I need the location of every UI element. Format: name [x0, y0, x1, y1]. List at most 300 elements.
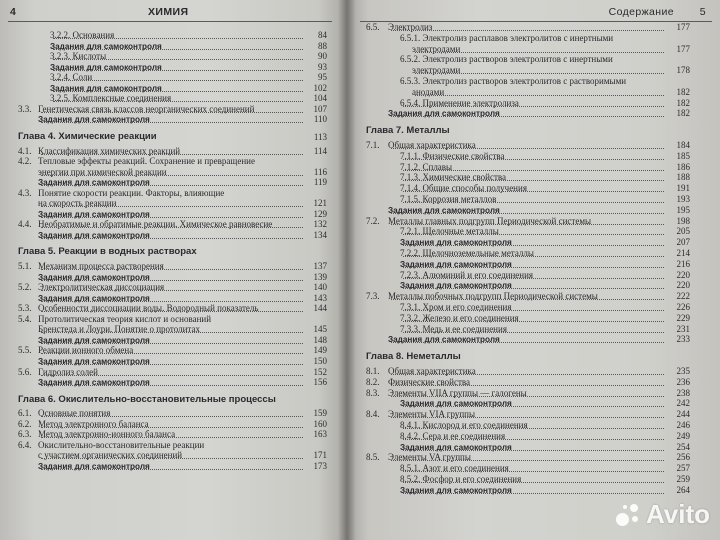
entry-title: энергии при химической реакции — [38, 166, 167, 177]
toc-entry — [366, 302, 690, 313]
dot-leader — [41, 217, 303, 218]
toc-entry — [18, 293, 327, 304]
toc-entry — [18, 303, 327, 314]
dot-leader — [41, 301, 303, 302]
watermark — [614, 499, 710, 530]
page-ref: 198 — [676, 215, 690, 226]
page-ref: 264 — [676, 484, 690, 495]
dot-leader — [391, 213, 664, 214]
dot-leader — [41, 154, 303, 155]
page-ref: 231 — [676, 323, 690, 334]
section-number: 4.3. — [18, 187, 32, 198]
toc-entry — [366, 248, 690, 259]
entry-title: 8.5.2. Фосфор и его соединения — [400, 474, 522, 484]
toc-entry — [18, 408, 327, 419]
entry-title: Генетическая связь классов неорганических соединений — [38, 103, 255, 114]
page-ref: 144 — [313, 303, 327, 314]
entry-title: 3.2.4. Соли — [50, 72, 93, 83]
dot-leader — [53, 101, 303, 102]
entry-title: 3.2.3. Кислоты — [50, 51, 107, 62]
dot-leader — [53, 80, 303, 81]
toc-entry — [18, 104, 327, 115]
dot-leader — [403, 450, 664, 451]
self-check-label: Задания для самоконтроля — [38, 230, 150, 240]
dot-leader — [41, 290, 303, 291]
entry-title: 3.2.5. Комплексные соединения — [50, 93, 172, 104]
entry-title: Метод электронно-ионного баланса — [38, 429, 176, 440]
section-number: 5.1. — [18, 261, 32, 271]
entry-title: с участием органических соединений — [38, 450, 183, 461]
self-check-label: Задания для самоконтроля — [38, 335, 150, 345]
page-ref: 148 — [313, 334, 327, 345]
self-check-label: Задания для самоконтроля — [400, 399, 512, 409]
dot-leader — [391, 224, 664, 225]
entry-title: 8.5.1. Азот и его соединения — [400, 463, 509, 474]
page-ref: 184 — [676, 140, 690, 150]
page-ref: 249 — [676, 430, 690, 441]
self-check-label: Задания для самоконтроля — [400, 259, 512, 269]
dot-leader — [41, 280, 303, 281]
dot-leader — [403, 332, 664, 333]
dot-leader — [391, 30, 664, 31]
dot-leader — [41, 458, 303, 459]
page-ref: 216 — [676, 258, 690, 269]
toc-entry — [366, 420, 690, 431]
toc-entry — [366, 313, 690, 324]
dot-leader — [391, 299, 664, 300]
dot-leader — [403, 278, 664, 279]
page-ref: 182 — [676, 86, 690, 97]
dot-leader — [41, 343, 303, 344]
entry-title: 6.5.3. Электролиз растворов электролитов с растворимыми — [400, 76, 627, 86]
self-check-label: Задания для самоконтроля — [50, 83, 162, 93]
toc-entry — [18, 188, 327, 199]
page-ref: 104 — [313, 93, 327, 104]
toc-entry — [366, 463, 690, 474]
toc-entry — [18, 219, 327, 230]
self-check-label: Задания для самоконтроля — [38, 115, 150, 125]
self-check-label: Задания для самоконтроля — [38, 293, 150, 303]
toc-entry — [18, 335, 327, 346]
toc-entry — [366, 140, 690, 151]
entry-title: Элементы VIIA группы — галогены — [388, 387, 527, 398]
section-number: 5.2. — [18, 282, 32, 293]
section-number: 6.4. — [18, 439, 32, 450]
dot-leader — [403, 267, 664, 268]
dot-leader — [415, 73, 664, 74]
dot-leader — [41, 385, 303, 386]
entry-title: 6.5.1. Электролиз расплавов электролитов с инертными — [400, 32, 614, 43]
toc-entry — [18, 167, 327, 178]
page-ref: 173 — [313, 460, 327, 471]
right-page — [346, 0, 720, 540]
toc-entry — [366, 108, 690, 119]
chapter-title: Глава 5. Реакции в водных растворах — [18, 246, 197, 258]
toc-entry — [366, 259, 690, 270]
page-ref: 207 — [676, 237, 690, 248]
toc-entry — [18, 93, 327, 104]
toc-entry — [366, 33, 690, 44]
entry-title: Физические свойства — [388, 376, 471, 387]
book-gutter — [338, 0, 356, 540]
toc-entry — [366, 291, 690, 302]
dot-leader — [403, 180, 664, 181]
page-ref: 156 — [313, 377, 327, 388]
entry-title: Общая характеристика — [388, 366, 476, 376]
entry-title: электродами — [412, 43, 461, 54]
chapter-title: Глава 7. Металлы — [366, 125, 450, 137]
page-ref: 132 — [313, 219, 327, 230]
toc-entry — [18, 177, 327, 188]
page-ref: 140 — [313, 282, 327, 293]
self-check-label: Задания для самоконтроля — [400, 442, 512, 452]
entry-title: 8.4.2. Сера и ее соединения — [400, 430, 506, 441]
avito-logo-dots-icon — [614, 501, 642, 529]
toc-entry — [366, 377, 690, 388]
page-ref: 152 — [313, 366, 327, 377]
dot-leader — [403, 406, 664, 407]
toc-entry — [366, 409, 690, 420]
section-number: 5.4. — [18, 313, 32, 324]
toc-entry — [18, 282, 327, 293]
page-ref: 242 — [676, 398, 690, 409]
page-ref: 182 — [676, 97, 690, 108]
page-ref: 116 — [313, 166, 327, 177]
section-number: 5.5. — [18, 345, 32, 356]
self-check-label: Задания для самоконтроля — [400, 238, 512, 248]
dot-leader — [403, 428, 664, 429]
dot-leader — [391, 342, 664, 343]
entry-title: Метод электронного баланса — [38, 418, 149, 429]
dot-leader — [53, 38, 303, 39]
entry-title: Элементы VA группы — [388, 452, 471, 463]
entry-title: Электролитическая диссоциация — [38, 282, 165, 293]
dot-leader — [403, 471, 664, 472]
toc-entry — [18, 261, 327, 272]
page-ref: 238 — [676, 387, 690, 398]
page-ref: 191 — [676, 183, 690, 194]
page-number: 5 — [699, 6, 706, 18]
running-head — [366, 6, 714, 22]
page-ref: 214 — [676, 248, 690, 258]
dot-leader — [41, 437, 303, 438]
page-ref: 182 — [676, 108, 690, 119]
self-check-label: Задания для самоконтроля — [388, 109, 500, 119]
section-number: 5.6. — [18, 366, 32, 377]
page-ref: 226 — [676, 302, 690, 312]
toc-entry — [366, 366, 690, 377]
toc-entry — [366, 87, 690, 98]
toc-entry — [366, 183, 690, 194]
entry-title: Металлы главных подгрупп Периодической системы — [388, 215, 592, 226]
dot-leader — [41, 469, 303, 470]
dot-leader — [403, 321, 664, 322]
page-number: 4 — [10, 6, 17, 18]
toc-entry — [18, 272, 327, 283]
running-title: Содержание — [608, 6, 674, 18]
toc-entry — [366, 216, 690, 227]
dot-leader — [403, 106, 664, 107]
toc-entry — [366, 98, 690, 109]
section-number: 7.3. — [366, 291, 380, 302]
toc-entry — [366, 452, 690, 463]
page-ref: 149 — [313, 345, 327, 356]
page-ref: 185 — [676, 150, 690, 161]
self-check-label: Задания для самоконтроля — [388, 335, 500, 345]
entry-title: Элементы VIA группы — [388, 409, 476, 420]
dot-leader — [41, 427, 303, 428]
page-ref: 220 — [676, 280, 690, 291]
page-ref: 256 — [676, 452, 690, 463]
toc-entry — [18, 72, 327, 83]
page-ref: 188 — [676, 172, 690, 183]
entry-title: 6.5.4. Применение электролиза — [400, 97, 519, 108]
page-ref: 244 — [676, 409, 690, 420]
page-ref: 159 — [313, 408, 327, 419]
page-ref: 178 — [676, 65, 690, 76]
toc-entry — [366, 22, 690, 33]
page-ref: 195 — [676, 204, 690, 215]
left-page — [0, 0, 346, 540]
dot-leader — [391, 417, 664, 418]
entry-title: 8.4.1. Кислород и его соединения — [400, 420, 528, 430]
chapter-heading — [366, 351, 690, 363]
page-ref: 137 — [313, 261, 327, 271]
header-rule — [8, 21, 332, 22]
entry-title: Металлы побочных подгрупп Периодической системы — [388, 291, 598, 302]
section-number: 4.1. — [18, 145, 32, 156]
entry-title: на скорость реакции — [38, 198, 117, 209]
entry-title: 7.1.2. Сплавы — [400, 161, 453, 172]
dot-leader — [53, 49, 303, 50]
dot-leader — [53, 70, 303, 71]
entry-title: Окислительно-восстановительные реакции — [38, 439, 205, 450]
chapter-page: 113 — [313, 131, 327, 142]
page-ref: 143 — [313, 292, 327, 303]
dot-leader — [403, 493, 664, 494]
toc-entry — [366, 237, 690, 248]
page-ref: 259 — [676, 474, 690, 484]
section-number: 4.4. — [18, 219, 32, 230]
dot-leader — [53, 59, 303, 60]
entry-title: Реакции ионного обмена — [38, 345, 134, 356]
running-title: ХИМИЯ — [148, 6, 189, 18]
dot-leader — [391, 460, 664, 461]
page-ref: 90 — [318, 51, 327, 62]
self-check-label: Задания для самоконтроля — [38, 461, 150, 471]
dot-leader — [403, 170, 664, 171]
page-ref: 193 — [676, 194, 690, 204]
toc-entry — [18, 429, 327, 440]
entry-title: 7.2.2. Щелочноземельные металлы — [400, 248, 534, 258]
dot-leader — [41, 227, 303, 228]
page-ref: 235 — [676, 366, 690, 376]
section-number: 5.3. — [18, 303, 32, 314]
dot-leader — [41, 332, 303, 333]
toc-entry — [366, 172, 690, 183]
entry-title: 7.2.3. Алюминий и его соединения — [400, 269, 534, 280]
page-ref: 236 — [676, 376, 690, 387]
chapter-heading — [18, 246, 327, 258]
page-ref: 121 — [313, 198, 327, 209]
dot-leader — [403, 482, 664, 483]
page-ref: 177 — [676, 43, 690, 54]
entry-title: Особенности диссоциации воды. Водородный показатель — [38, 303, 259, 314]
page-ref: 95 — [318, 72, 327, 83]
toc-entry — [18, 367, 327, 378]
entry-title: Общая характеристика — [388, 140, 476, 150]
page-ref: 119 — [313, 177, 327, 188]
toc-entry — [366, 474, 690, 485]
chapter-heading — [18, 394, 327, 406]
chapter-title: Глава 8. Неметаллы — [366, 351, 461, 363]
toc-entry — [18, 419, 327, 430]
entry-title: электродами — [412, 65, 461, 76]
dot-leader — [41, 206, 303, 207]
toc-entry — [366, 334, 690, 345]
section-number: 6.3. — [18, 429, 32, 440]
entry-title: Гидролиз солей — [38, 366, 98, 377]
page-ref: 107 — [313, 103, 327, 114]
dot-leader — [53, 91, 303, 92]
toc-entry — [18, 314, 327, 325]
dot-leader — [41, 375, 303, 376]
dot-leader — [41, 185, 303, 186]
page-ref: 84 — [318, 30, 327, 40]
page-ref: 246 — [676, 420, 690, 430]
section-number: 4.2. — [18, 156, 32, 167]
toc-entry — [18, 146, 327, 157]
self-check-label: Задания для самоконтроля — [400, 485, 512, 495]
entry-title: Электролиз — [388, 22, 433, 32]
dot-leader — [403, 310, 664, 311]
section-number: 8.3. — [366, 387, 380, 398]
toc-entry — [18, 51, 327, 62]
toc-entry — [18, 114, 327, 125]
page-ref: 254 — [676, 441, 690, 452]
self-check-label: Задания для самоконтроля — [50, 41, 162, 51]
section-number: 6.5. — [366, 22, 380, 32]
entry-title: 7.2.1. Щелочные металлы — [400, 226, 499, 237]
page-ref: 102 — [313, 82, 327, 93]
dot-leader — [41, 122, 303, 123]
page-ref: 139 — [313, 271, 327, 282]
self-check-label: Задания для самоконтроля — [38, 178, 150, 188]
page-ref: 160 — [313, 418, 327, 429]
entry-title: Классификация химических реакций — [38, 145, 181, 156]
dot-leader — [403, 191, 664, 192]
toc-entry — [366, 388, 690, 399]
page-ref: 222 — [676, 291, 690, 302]
entry-title: 7.3.2. Железо и его соединения — [400, 312, 519, 323]
dot-leader — [391, 148, 664, 149]
section-number: 8.2. — [366, 376, 380, 387]
page-ref: 205 — [676, 226, 690, 237]
page-ref: 93 — [318, 61, 327, 72]
chapter-heading — [18, 131, 327, 143]
dot-leader — [41, 364, 303, 365]
toc-entry — [366, 54, 690, 65]
dot-leader — [41, 353, 303, 354]
toc-entry — [366, 44, 690, 55]
toc-entry — [18, 450, 327, 461]
section-number: 8.5. — [366, 452, 380, 463]
toc-entry — [366, 76, 690, 87]
page-ref: 134 — [313, 229, 327, 240]
entry-title: 7.1.1. Физические свойства — [400, 150, 505, 161]
dot-leader — [41, 112, 303, 113]
self-check-label: Задания для самоконтроля — [38, 378, 150, 388]
toc-entry — [18, 345, 327, 356]
self-check-label: Задания для самоконтроля — [400, 281, 512, 291]
toc-entry — [18, 324, 327, 335]
self-check-label: Задания для самоконтроля — [38, 272, 150, 282]
dot-leader — [403, 256, 664, 257]
page-ref: 177 — [676, 22, 690, 32]
self-check-label: Задания для самоконтроля — [50, 62, 162, 72]
section-number: 7.2. — [366, 215, 380, 226]
toc-entry — [366, 226, 690, 237]
page-ref: 220 — [676, 269, 690, 280]
dot-leader — [41, 238, 303, 239]
entry-title: Бренстеда и Лоури. Понятие о протолитах — [38, 324, 200, 335]
dot-leader — [415, 52, 664, 53]
section-number: 8.4. — [366, 409, 380, 420]
toc-entry — [18, 156, 327, 167]
toc-entry — [18, 62, 327, 73]
entry-title: Необратимые и обратимые реакции. Химическое равновесие — [38, 219, 273, 230]
page-ref: 150 — [313, 355, 327, 366]
entry-title: 7.3.3. Медь и ее соединения — [400, 323, 507, 334]
dot-leader — [391, 116, 664, 117]
entry-title: Основные понятия — [38, 408, 111, 419]
page-ref: 129 — [313, 208, 327, 219]
self-check-label: Задания для самоконтроля — [388, 205, 500, 215]
section-number: 3.3. — [18, 103, 32, 114]
chapter-title: Глава 4. Химические реакции — [18, 130, 157, 142]
dot-leader — [403, 234, 664, 235]
section-number: 8.1. — [366, 366, 380, 376]
chapter-heading — [366, 125, 690, 137]
entry-title: анодами — [412, 86, 445, 97]
toc-entry — [366, 398, 690, 409]
dot-leader — [391, 385, 664, 386]
section-number: 6.2. — [18, 418, 32, 429]
toc-entry — [18, 230, 327, 241]
page-ref: 88 — [318, 40, 327, 51]
chapter-title: Глава 6. Окислительно-восстановительные процессы — [18, 393, 276, 405]
dot-leader — [415, 95, 664, 96]
toc-entry — [366, 151, 690, 162]
self-check-label: Задания для самоконтроля — [38, 209, 150, 219]
running-head — [10, 6, 334, 22]
toc-entry — [18, 461, 327, 472]
page-ref: 186 — [676, 161, 690, 172]
toc-entry — [18, 209, 327, 220]
dot-leader — [41, 311, 303, 312]
watermark-text: Avito — [645, 499, 710, 529]
dot-leader — [403, 245, 664, 246]
section-number: 7.1. — [366, 140, 380, 150]
toc-entry — [18, 30, 327, 41]
section-number: 6.1. — [18, 408, 32, 419]
dot-leader — [41, 269, 303, 270]
toc-entry — [366, 324, 690, 335]
dot-leader — [391, 374, 664, 375]
toc-entry — [366, 205, 690, 216]
page-ref: 145 — [313, 324, 327, 335]
self-check-label: Задания для самоконтроля — [38, 356, 150, 366]
